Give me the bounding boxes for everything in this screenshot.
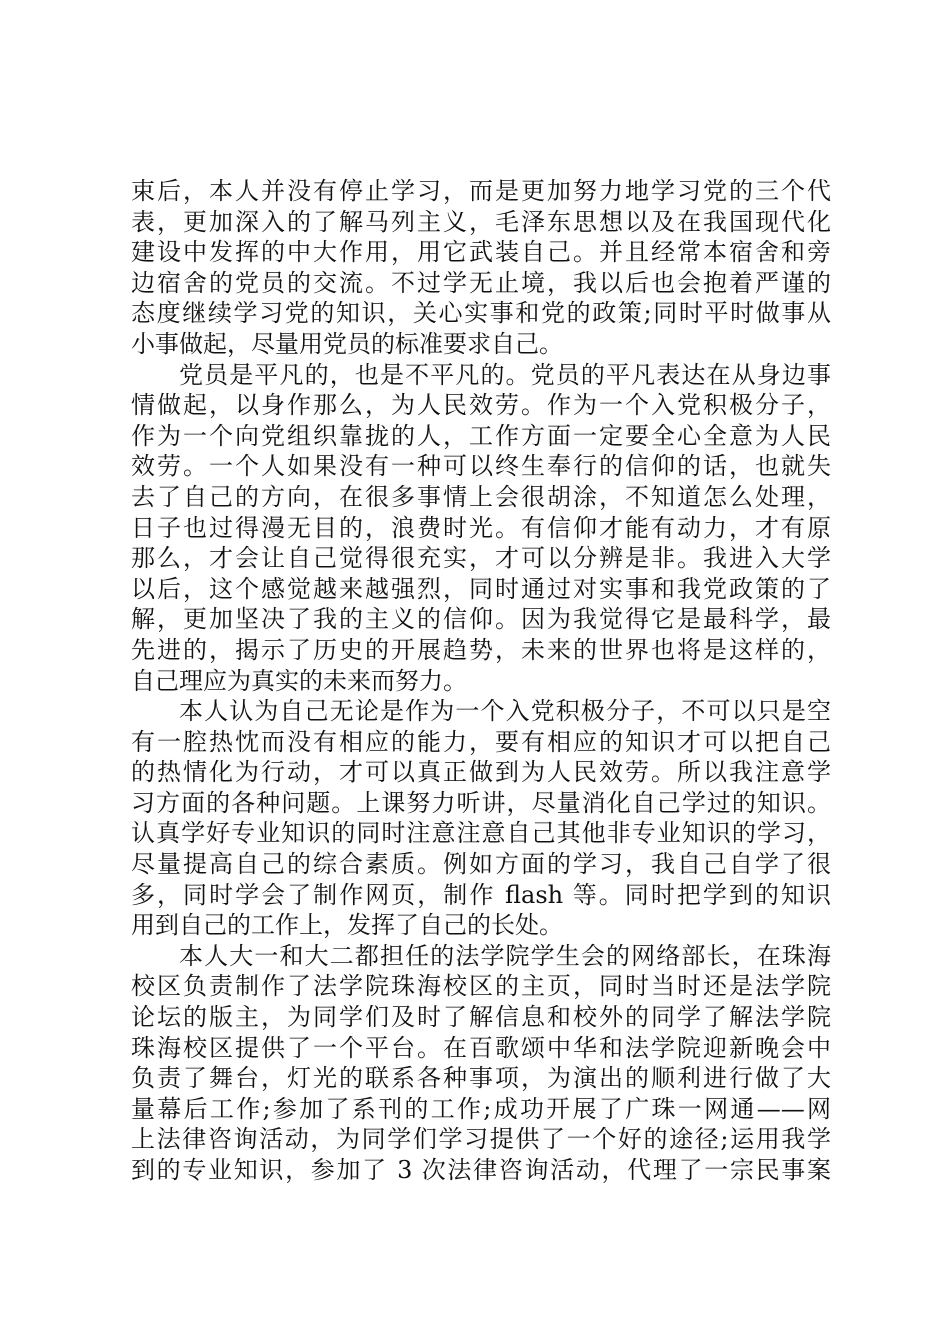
text-line: 解，更加坚决了我的主义的信仰。因为我觉得它是最科学，最 [131,605,831,634]
text-line: 情做起，以身作那么，为人民效劳。作为一个入党积极分子， [131,391,831,420]
text-line: 表，更加深入的了解马列主义，毛泽东思想以及在我国现代化 [131,207,831,236]
text-line: 作为一个向党组织靠拢的人，工作方面一定要全心全意为人民 [131,421,831,450]
text-line: 去了自己的方向，在很多事情上会很胡涂，不知道怎么处理， [131,482,831,511]
text-line: 边宿舍的党员的交流。不过学无止境，我以后也会抱着严谨的 [131,268,831,297]
text-line: 建设中发挥的中大作用，用它武装自己。并且经常本宿舍和旁 [131,238,831,267]
text-line: 量幕后工作;参加了系刊的工作;成功开展了广珠一网通——网 [131,1094,831,1123]
text-line: 习方面的各种问题。上课努力听讲，尽量消化自己学过的知识。 [131,788,831,817]
text-line: 的热情化为行动，才可以真正做到为人民效劳。所以我注意学 [131,758,831,787]
text-line: 先进的，揭示了历史的开展趋势，未来的世界也将是这样的， [131,635,831,664]
text-line: 负责了舞台，灯光的联系各种事项，为演出的顺利进行做了大 [131,1064,831,1093]
text-line: 束后，本人并没有停止学习，而是更加努力地学习党的三个代 [131,177,831,205]
paragraph-first-line: 党员是平凡的，也是不平凡的。党员的平凡表达在从身边事 [179,360,831,389]
document-body [131,176,831,1186]
text-line: 态度继续学习党的知识，关心实事和党的政策;同时平时做事从 [131,299,831,328]
text-line: 认真学好专业知识的同时注意注意自己其他非专业知识的学习， [131,819,831,848]
paragraph-first-line: 本人认为自己无论是作为一个入党积极分子，不可以只是空 [179,697,831,726]
paragraph-first-line: 本人大一和大二都担任的法学院学生会的网络部长，在珠海 [179,941,831,970]
text-line: 以后，这个感觉越来越强烈，同时通过对实事和我党政策的了 [131,574,831,603]
text-line: 日子也过得漫无目的，浪费时光。有信仰才能有动力，才有原 [131,513,831,542]
text-line: 效劳。一个人如果没有一种可以终生奉行的信仰的话，也就失 [131,452,831,481]
text-line: 到的专业知识，参加了 3 次法律咨询活动，代理了一宗民事案 [131,1156,831,1184]
text-line: 上法律咨询活动，为同学们学习提供了一个好的途径;运用我学 [131,1125,831,1154]
text-line: 小事做起，尽量用党员的标准要求自己。 [131,329,563,358]
text-line: 论坛的版主，为同学们及时了解信息和校外的同学了解法学院 [131,1003,831,1032]
text-line: 自己理应为真实的未来而努力。 [131,666,467,695]
text-line: 校区负责制作了法学院珠海校区的主页，同时当时还是法学院 [131,972,831,1001]
text-line: 用到自己的工作上，发挥了自己的长处。 [131,911,563,940]
text-line: 那么，才会让自己觉得很充实，才可以分辨是非。我进入大学 [131,544,831,573]
text-line: 有一腔热忱而没有相应的能力，要有相应的知识才可以把自己 [131,727,831,756]
text-line: 多，同时学会了制作网页，制作 flash 等。同时把学到的知识 [131,880,831,909]
text-line: 珠海校区提供了一个平台。在百歌颂中华和法学院迎新晚会中 [131,1033,831,1062]
text-line: 尽量提高自己的综合素质。例如方面的学习，我自己自学了很 [131,850,831,879]
